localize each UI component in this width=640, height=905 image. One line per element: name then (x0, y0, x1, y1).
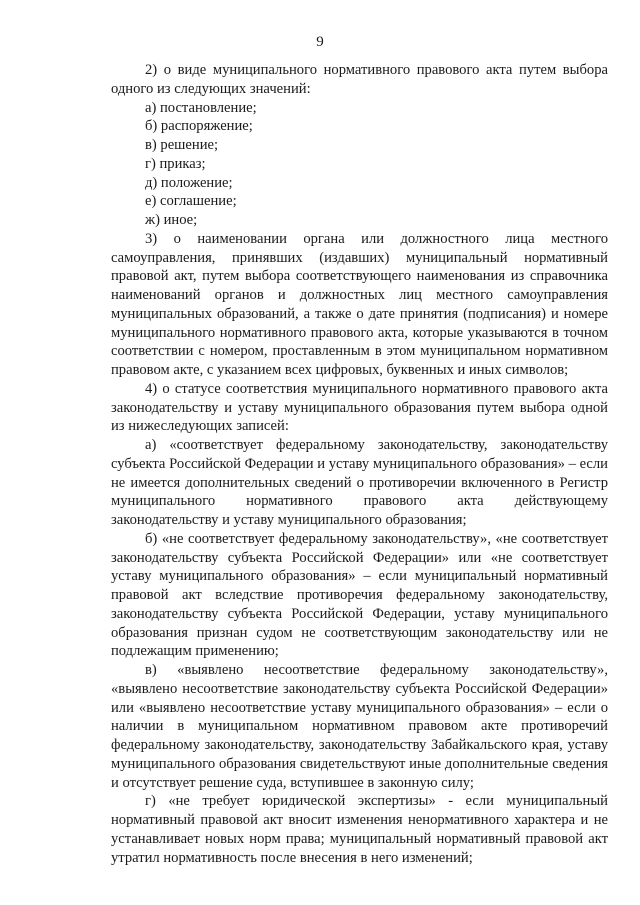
list-item: г) приказ; (145, 155, 206, 172)
list-item: ж) иное; (145, 212, 198, 228)
list-item: д) положение; (145, 174, 233, 191)
paragraph-status-a: а) «соответствует федеральному законодательству, законодательству субъекта Российской Федерации и уставу муниципального образования» – если не имеется дополнительных сведений о противоречии включенного в Регистр муниципального нормативного правового акта действующему законодательству и уставу муниципального образования; (111, 437, 608, 528)
list-item: б) распоряжение; (145, 118, 253, 135)
page-number: 9 (316, 34, 324, 50)
paragraph-status-v: в) «выявлено несоответствие федеральному законодательству», «выявлено несоответствие законодательству субъекта Российской Федерации» или «выявлено несоответствие уставу муниципального образования» – если о наличии в муниципальном нормативном правовом акте противоречий федеральному законодательству, законодательству Забайкальского края, уставу муниципального образования свидетельствуют иные дополнительные сведения и отсутствует решение суда, вступившее в законную силу; (111, 662, 608, 791)
paragraph-status-intro: 4) о статусе соответствия муниципального нормативного правового акта законодательству и уставу муниципального образования путем выбора одной из нижеследующих записей: (111, 380, 608, 435)
list-item: в) решение; (145, 137, 219, 153)
document-body (111, 61, 608, 867)
paragraph-type-intro: 2) о виде муниципального нормативного правового акта путем выбора одного из следующих значений: (111, 62, 608, 97)
paragraph-status-b: б) «не соответствует федеральному законодательству», «не соответствует законодательству субъекта Российской Федерации» или «не соответствует уставу муниципального образования» – если муниципальный нормативный правовой акт вследствие противоречия федеральному законодательству, законодательству субъекта Российской Федерации, уставу муниципального образования признан судом не соответствующим законодательству или не подлежащим применению; (111, 530, 608, 660)
list-item: е) соглашение; (145, 193, 237, 210)
list-item: а) постановление; (145, 99, 257, 116)
paragraph-status-g: г) «не требует юридической экспертизы» - если муниципальный нормативный правовой акт вносит изменения ненормативного характера и не устанавливает новых норм права; муниципальный нормативный правовой акт утратил нормативность после внесения в него изменений; (111, 793, 608, 866)
paragraph-organ-name: 3) о наименовании органа или должностного лица местного самоуправления, принявших (издавших) муниципальный нормативный правовой акт, путем выбора соответствующего наименования из справочника наименований органов и должностных лиц местного самоуправления муниципальных образований, а также о дате принятия (подписания) и номере муниципального нормативного правового акта, которые указываются в точном соответствии с номером, проставленным в этом муниципальном нормативном правовом акте, с указанием всех цифровых, буквенных и иных символов; (111, 230, 608, 378)
